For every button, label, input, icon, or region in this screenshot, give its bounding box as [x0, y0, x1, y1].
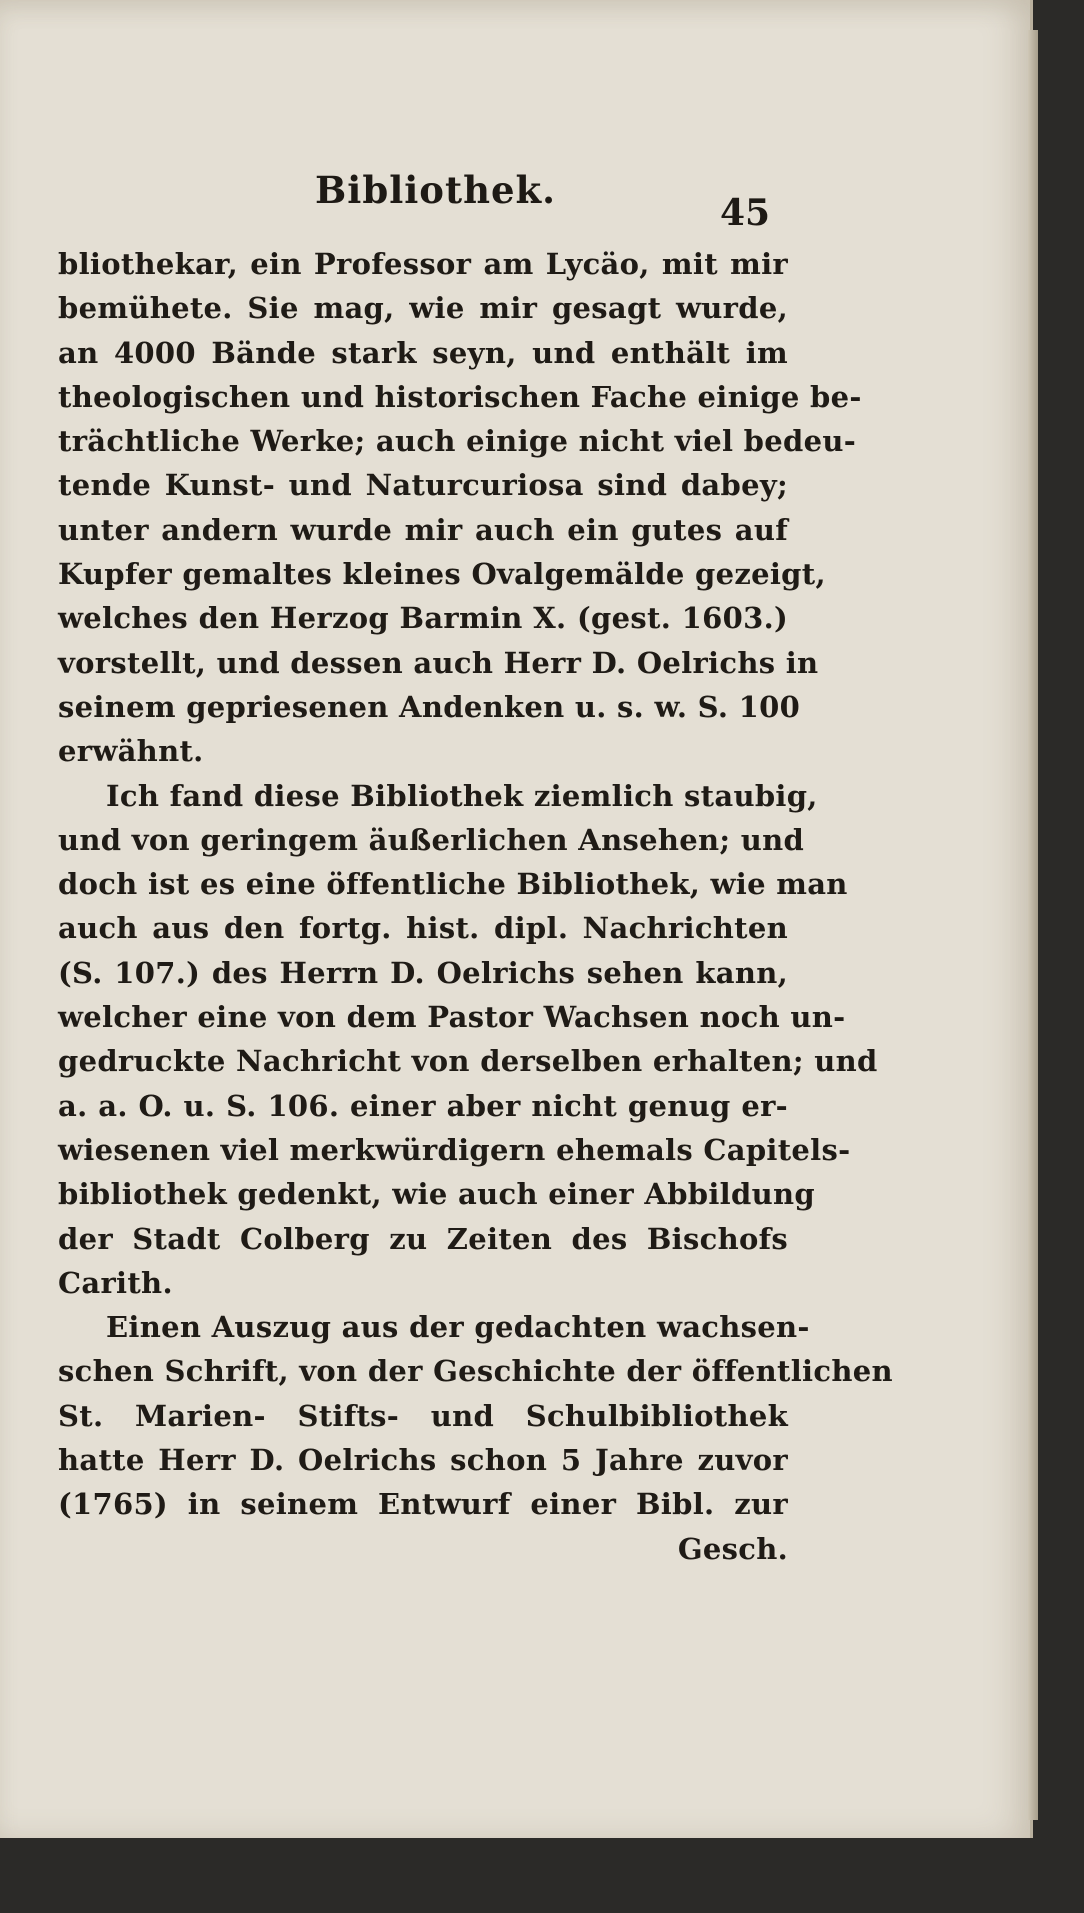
text-line: bliothekar, ein Professor am Lycäo, mit mir	[58, 247, 788, 281]
text-line: hatte Herr D. Oelrichs schon 5 Jahre zuvor	[58, 1443, 788, 1478]
text-line: tende Kunst- und Naturcuriosa sind dabey;	[58, 468, 788, 503]
text-line: Carith.	[58, 1265, 173, 1300]
page-header	[60, 160, 785, 234]
text-line: doch ist es eine öffentliche Bibliothek, wie man	[58, 867, 848, 902]
text-line: auch aus den fortg. hist. dipl. Nachrichten	[58, 911, 788, 946]
text-line: der Stadt Colberg zu Zeiten des Bischofs	[58, 1221, 788, 1256]
text-line: bibliothek gedenkt, wie auch einer Abbildung	[58, 1177, 815, 1212]
text-line: trächtliche Werke; auch einige nicht viel bedeu-	[58, 424, 857, 459]
text-line: und von geringem äußerlichen Ansehen; und	[58, 822, 805, 857]
text-line: gedruckte Nachricht von derselben erhalten; und	[58, 1044, 878, 1079]
text-line: Ich fand diese Bibliothek ziemlich staubig,	[106, 778, 818, 813]
text-line: an 4000 Bände stark seyn, und enthält im	[58, 335, 788, 370]
text-line: theologischen und historischen Fache einige be-	[58, 379, 862, 414]
text-line: schen Schrift, von der Geschichte der öffentlichen	[58, 1354, 893, 1389]
text-line: vorstellt, und dessen auch Herr D. Oelrichs in	[58, 645, 819, 680]
text-line: (1765) in seinem Entwurf einer Bibl. zur	[58, 1487, 788, 1522]
catchword: Gesch.	[677, 1531, 788, 1566]
text-line: Einen Auszug aus der gedachten wachsen-	[106, 1310, 810, 1345]
text-line: bemühete. Sie mag, wie mir gesagt wurde,	[58, 291, 788, 326]
page-edge	[1028, 30, 1038, 1820]
page-number: 45	[720, 192, 771, 234]
text-line: welches den Herzog Barmin X. (gest. 1603.)	[58, 601, 788, 636]
text-line: wiesenen viel merkwürdigern ehemals Capitels-	[58, 1132, 851, 1167]
running-head: Bibliothek.	[315, 168, 557, 212]
text-line: Kupfer gemaltes kleines Ovalgemälde gezeigt,	[58, 557, 826, 592]
text-line: St. Marien- Stifts- und Schulbibliothek	[58, 1398, 788, 1433]
text-line: a. a. O. u. S. 106. einer aber nicht genug er-	[58, 1088, 788, 1123]
text-line: seinem gepriesenen Andenken u. s. w. S. 100	[58, 689, 801, 724]
text-line: (S. 107.) des Herrn D. Oelrichs sehen kann,	[58, 955, 788, 990]
body-text	[58, 242, 893, 1571]
text-line: welcher eine von dem Pastor Wachsen noch un-	[58, 1000, 846, 1035]
text-line: erwähnt.	[58, 734, 204, 769]
text-line: unter andern wurde mir auch ein gutes auf	[58, 512, 788, 547]
